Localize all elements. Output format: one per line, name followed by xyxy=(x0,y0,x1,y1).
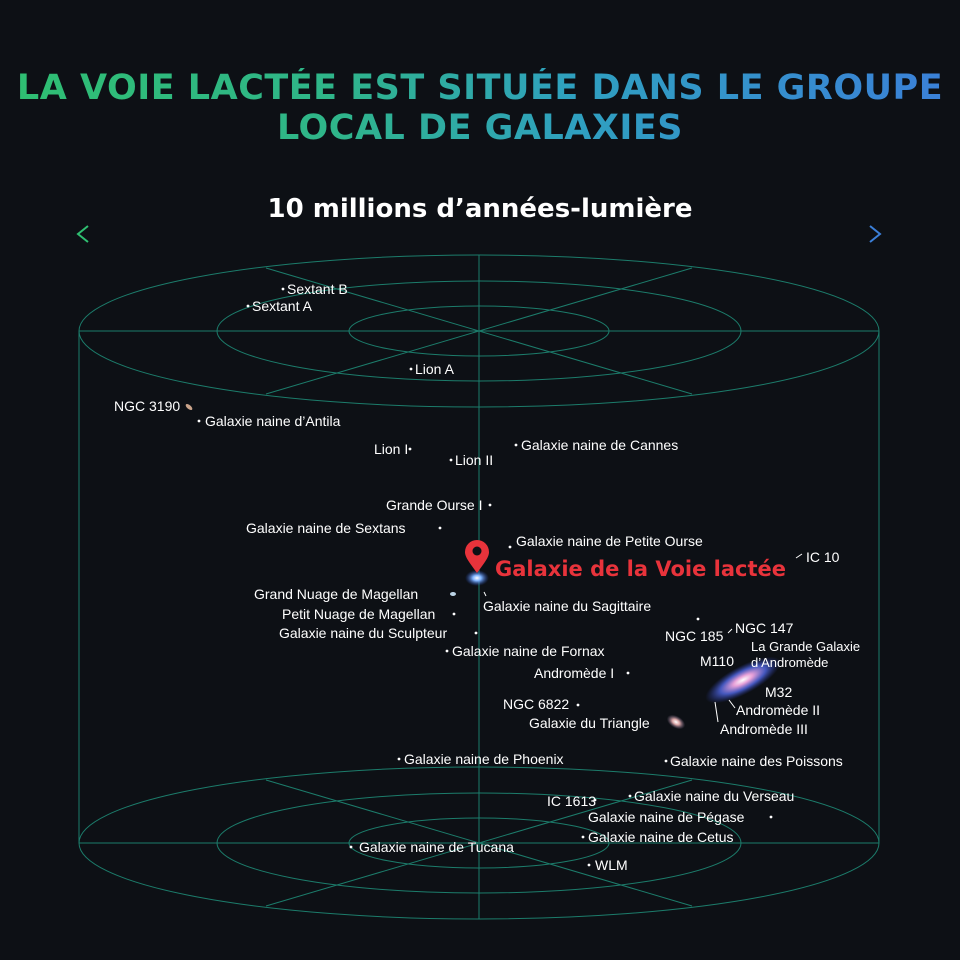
label-cetus: Galaxie naine de Cetus xyxy=(588,829,734,845)
lmc-image xyxy=(450,592,456,596)
label-sextant-b: Sextant B xyxy=(287,281,348,297)
galaxy-marker-dot xyxy=(410,368,413,371)
galaxy-marker-dot xyxy=(515,444,518,447)
scale-label: 10 millions d’années-lumière xyxy=(267,194,693,224)
ngc3190-image xyxy=(185,403,194,411)
galaxy-marker-dot xyxy=(439,527,442,530)
label-verseau: Galaxie naine du Verseau xyxy=(634,788,795,804)
top-ellipse-grid xyxy=(79,255,879,407)
andromede-ii-pointer xyxy=(729,700,735,708)
label-ic-1613: IC 1613 xyxy=(547,793,597,809)
label-triangle: Galaxie du Triangle xyxy=(529,715,650,731)
galaxy-marker-dot xyxy=(409,448,412,451)
label-lion-a: Lion A xyxy=(415,361,454,377)
galaxy-marker-dot xyxy=(770,816,773,819)
label-andromede-ii: Andromède II xyxy=(736,702,821,718)
label-grand-nuage-magellan: Grand Nuage de Magellan xyxy=(254,586,419,602)
galaxy-marker-dot xyxy=(453,613,456,616)
label-ngc-185: NGC 185 xyxy=(665,628,724,644)
galaxy-marker-dot xyxy=(475,632,478,635)
label-m32: M32 xyxy=(765,684,793,700)
triangulum-galaxy-image xyxy=(664,712,687,732)
label-ngc-3190: NGC 3190 xyxy=(114,398,181,414)
label-lion-ii: Lion II xyxy=(455,452,494,468)
label-ngc-147: NGC 147 xyxy=(735,620,794,636)
page-title-line-2: LOCAL DE GALAXIES xyxy=(0,108,960,148)
galaxy-marker-dot xyxy=(629,795,632,798)
label-lion-i: Lion I xyxy=(374,441,409,457)
galaxy-marker-dot xyxy=(577,704,580,707)
label-poissons: Galaxie naine des Poissons xyxy=(670,753,843,769)
label-petite-ourse: Galaxie naine de Petite Ourse xyxy=(516,533,703,549)
ngc147-pointer xyxy=(728,629,732,633)
galaxy-marker-dot xyxy=(446,650,449,653)
label-grande-ourse-i: Grande Ourse I xyxy=(386,497,483,513)
scale-arrow xyxy=(78,226,880,242)
galaxy-marker-dot xyxy=(489,504,492,507)
location-pin-icon xyxy=(465,540,489,573)
label-grande-galaxie: La Grande Galaxie xyxy=(751,639,861,654)
andromede-iii-pointer xyxy=(715,702,718,722)
label-phoenix: Galaxie naine de Phoenix xyxy=(404,751,564,767)
label-andromede-i: Andromède I xyxy=(534,665,615,681)
label-fornax: Galaxie naine de Fornax xyxy=(452,643,605,659)
galaxy-marker-dot xyxy=(697,618,700,621)
ic10-pointer xyxy=(796,554,802,558)
galaxy-marker-dot xyxy=(627,672,630,675)
galaxy-marker-dot xyxy=(582,836,585,839)
page-title-line-1: LA VOIE LACTÉE EST SITUÉE DANS LE GROUPE xyxy=(0,68,960,108)
label-andromede-iii: Andromède III xyxy=(720,721,808,737)
milky-way-label: Galaxie de la Voie lactée xyxy=(495,557,786,581)
galaxy-marker-dot xyxy=(282,288,285,291)
label-pegase: Galaxie naine de Pégase xyxy=(588,809,745,825)
label-petit-nuage-magellan: Petit Nuage de Magellan xyxy=(282,606,436,622)
galaxy-marker-dot xyxy=(509,546,512,549)
label-cannes: Galaxie naine de Cannes xyxy=(521,437,679,453)
label-sextant-a: Sextant A xyxy=(252,298,312,314)
galaxy-marker-dot xyxy=(247,305,250,308)
label-sagittaire: Galaxie naine du Sagittaire xyxy=(483,598,652,614)
label-ngc-6822: NGC 6822 xyxy=(503,696,570,712)
label-sculpteur: Galaxie naine du Sculpteur xyxy=(279,625,448,641)
galaxy-marker-dot xyxy=(450,459,453,462)
label-andromede: d’Andromède xyxy=(751,655,829,670)
galaxy-marker-dot xyxy=(350,846,353,849)
label-ic-10: IC 10 xyxy=(806,549,840,565)
galaxy-marker-dot xyxy=(198,420,201,423)
label-m110: M110 xyxy=(700,653,734,669)
label-wlm: WLM xyxy=(595,857,628,873)
label-sextans: Galaxie naine de Sextans xyxy=(246,520,406,536)
galaxy-marker-dot xyxy=(398,758,401,761)
sagittaire-pointer xyxy=(484,592,486,596)
label-antila: Galaxie naine d’Antila xyxy=(205,413,341,429)
label-tucana: Galaxie naine de Tucana xyxy=(359,839,514,855)
galaxy-marker-dot xyxy=(588,864,591,867)
galaxy-marker-dot xyxy=(665,760,668,763)
